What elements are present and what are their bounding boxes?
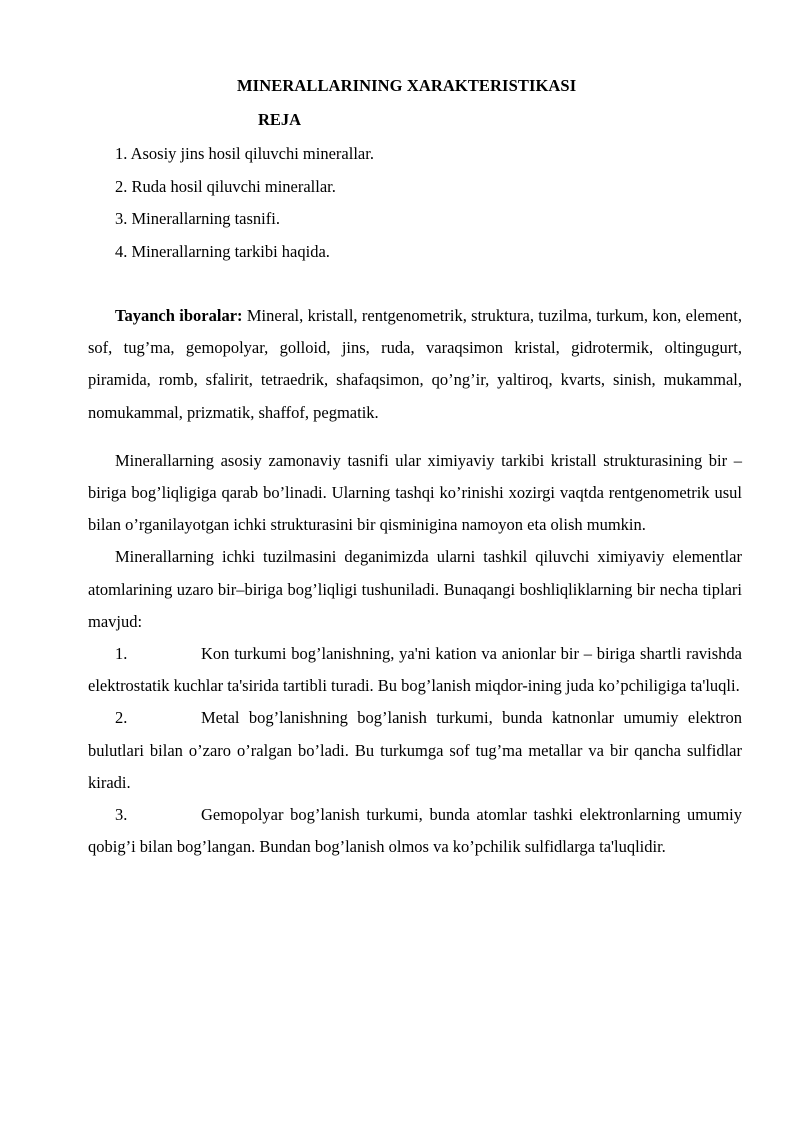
plan-item: 1. Asosiy jins hosil qiluvchi minerallar. (115, 144, 374, 163)
plan-item: 2. Ruda hosil qiluvchi minerallar. (115, 176, 336, 196)
item-text: Kon turkumi bog’lanishning, ya'ni kation va anionlar bir – biriga shartli ravishda elektrostatik kuchlar ta'sirida tartibli turadi. Bu bog’lanish miqdor-ining juda ko’pchiligiga ta'luqli. (88, 644, 742, 696)
item-text: Gemopolyar bog’lanish turkumi, bunda atomlar tashki elektronlarning umumiy qobig’i bilan bog’langan. Bundan bog’lanish olmos va ko’pchilik sulfidlarga ta'luqlidir. (88, 805, 742, 857)
item-text: Metal bog’lanishning bog’lanish turkumi, bunda katnonlar umumiy elektron bulutlari bilan o’zaro o’ralgan bo’ladi. Bu turkumga sof tug’ma metallar va bir qancha sulfidlar kiradi. (88, 708, 742, 792)
plan-list (115, 144, 374, 274)
numbered-item (88, 799, 742, 863)
keywords-label: Tayanch iboralar: (115, 306, 243, 325)
plan-item: 3. Minerallarning tasnifi. (115, 209, 280, 228)
document-title: MINERALLARINING XARAKTERISTIKASI (237, 76, 577, 95)
document-body (88, 300, 742, 863)
paragraph-spacer (88, 429, 742, 445)
item-number: 1. (115, 644, 128, 664)
plan-heading: REJA (258, 110, 302, 129)
keywords-text: Mineral, kristall, rentgenometrik, struktura, tuzilma, turkum, kon, element, sof, tug’ma, gemopolyar, golloid, jins, ruda, varaqsimon kristal, gidrotermik, oltingugurt, piramida, romb, sfalirit, tetraedrik, shafaqsimon, qo’ng’ir, yaltiroq, kvarts, sinish, mukammal, nomukammal, prizmatik, shaffof, pegmatik. (88, 306, 742, 422)
body-paragraph: Minerallarning asosiy zamonaviy tasnifi ular ximiyaviy tarkibi kristall strukturasining bir – biriga bog’liqligiga qarab bo’linadi. Ularning tashqi ko’rinishi xozirgi vaqtda rentgenometrik usul bilan o’rganilayotgan ichki strukturasini bir qisminigina namoyon eta olish mumkin. (88, 450, 742, 535)
numbered-item (88, 702, 742, 799)
numbered-item (88, 638, 742, 702)
item-number: 3. (115, 805, 128, 825)
item-number: 2. (115, 708, 128, 728)
body-paragraph: Minerallarning ichki tuzilmasini deganimizda ularni tashkil qiluvchi ximiyaviy elementlar atomlarining uzaro bir–biriga bog’liqligi tushuniladi. Bunaqangi boshliqliklarning bir necha tiplari mavjud: (88, 547, 742, 631)
plan-item: 4. Minerallarning tarkibi haqida. (115, 241, 330, 261)
keywords-paragraph (88, 300, 742, 429)
